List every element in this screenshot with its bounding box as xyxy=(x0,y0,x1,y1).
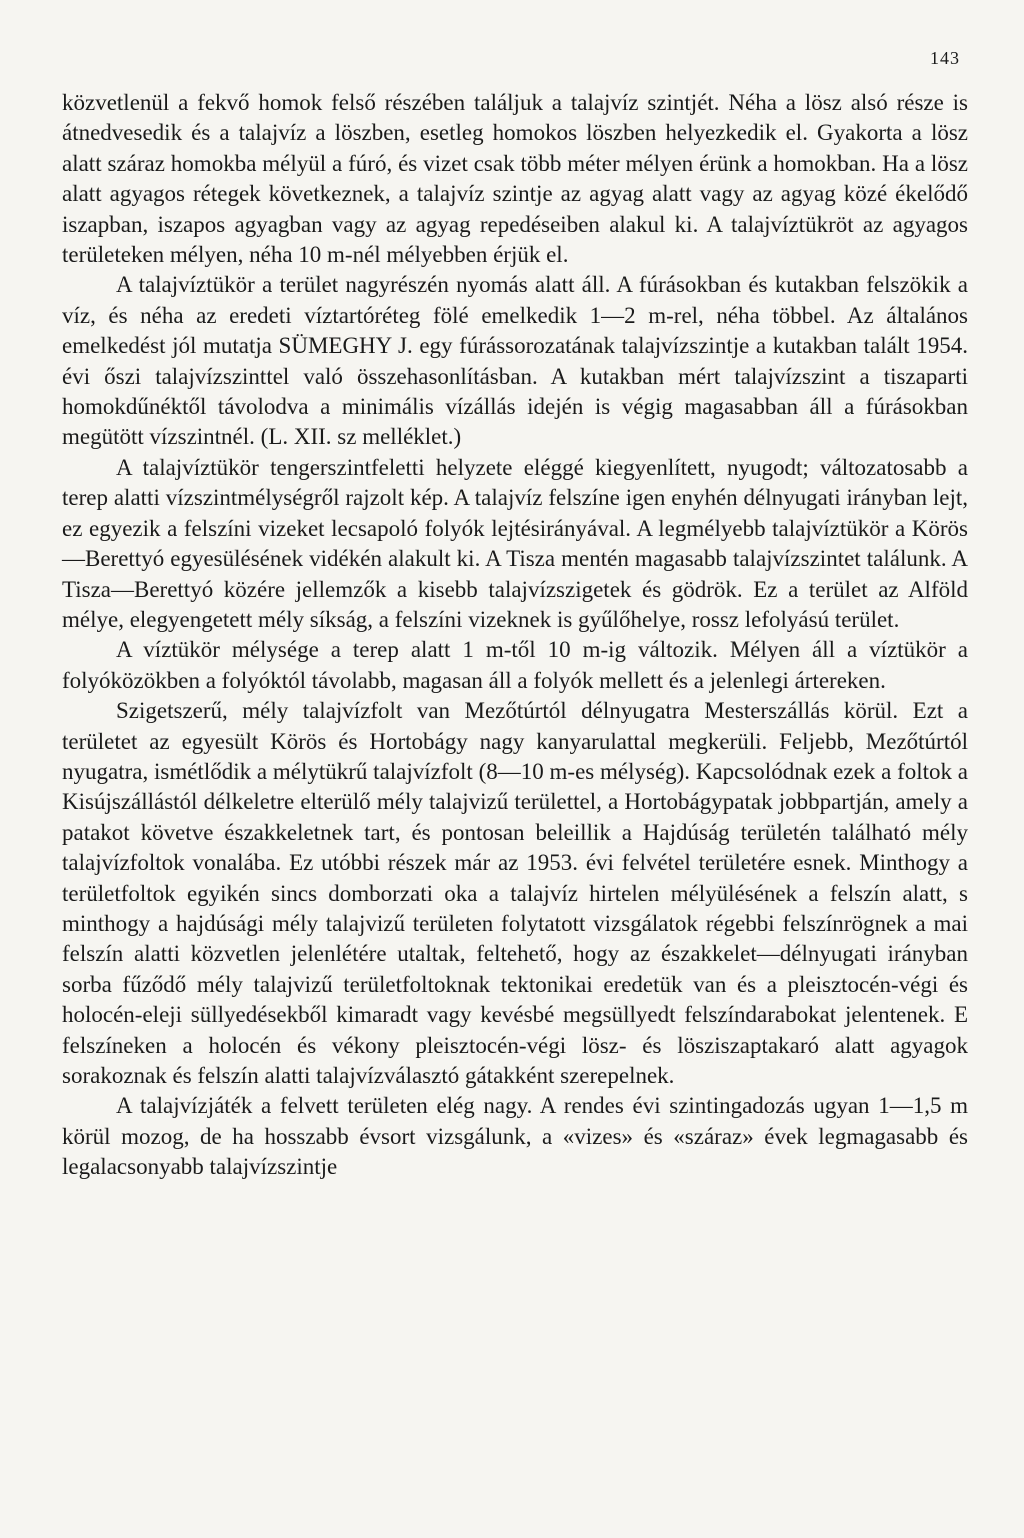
body-text xyxy=(62,88,968,1183)
paragraph-4: A víztükör mélysége a terep alatt 1 m-től 10 m-ig változik. Mélyen áll a víztükör a folyóközökben a folyóktól távolabb, magasan áll a folyók mellett és a jelenlegi ártereken. xyxy=(62,637,968,693)
paragraph-3: A talajvíztükör tengerszintfeletti helyzete eléggé kiegyenlített, nyugodt; változatosabb a terep alatti vízszintmélységről rajzolt kép. A talajvíz felszíne igen enyhén délnyugati irányban lejt, ez egyezik a felszíni vizeket lecsapoló folyók lejtésirányával. A legmélyebb talajvíztükör a Körös—Berettyó egyesülésének vidékén alakult ki. A Tisza mentén magasabb talajvízszintet találunk. A Tisza—Berettyó közére jellemzők a kisebb talajvízszigetek és gödrök. Ez a terület az Alföld mélye, elegyengetett mély síkság, a felszíni vizeknek is gyűlőhelye, rossz lefolyású terület. xyxy=(62,454,968,632)
paragraph-1: közvetlenül a fekvő homok felső részében találjuk a talajvíz szintjét. Néha a lösz alsó része is átnedvesedik és a talajvíz a löszben, esetleg homokos löszben helyezkedik el. Gyakorta a lösz alatt száraz homokba mélyül a fúró, és vizet csak több méter mélyen érünk a homokban. Ha a lösz alatt agyagos rétegek következnek, a talajvíz szintje az agyag alatt vagy az agyag közé ékelődő iszapban, iszapos agyagban vagy az agyag repedéseiben alakul ki. A talajvíztükröt az agyagos területeken mélyen, néha 10 m-nél mélyebben érjük el. xyxy=(62,90,968,268)
paragraph-2: A talajvíztükör a terület nagyrészén nyomás alatt áll. A fúrásokban és kutakban felszökik a víz, és néha az eredeti víztartóréteg fölé emelkedik 1—2 m-rel, néha többel. Az általános emelkedést jól mutatja SÜMEGHY J. egy fúrássorozatának talajvízszintje a kutakban talált 1954. évi őszi talajvízszinttel való összehasonlításban. A kutakban mért talajvízszint a tiszaparti homokdűnéktől távolodva a minimális vízállás idején is végig magasabban áll a fúrásokban megütött vízszintnél. (L. XII. sz melléklet.) xyxy=(62,272,968,450)
paragraph-6: A talajvízjáték a felvett területen elég nagy. A rendes évi szintingadozás ugyan 1—1,5 m körül mozog, de ha hosszabb évsort vizsgálunk, a «vizes» és «száraz» évek legmagasabb és legalacsonyabb talajvízszintje xyxy=(62,1093,968,1180)
paragraph-5: Szigetszerű, mély talajvízfolt van Mezőtúrtól délnyugatra Mesterszállás körül. Ezt a területet az egyesült Körös és Hortobágy nagy kanyarulattal megkerüli. Feljebb, Mezőtúrtól nyugatra, ismétlődik a mélytükrű talajvízfolt (8—10 m-es mélység). Kapcsolódnak ezek a foltok a Kisújszállástól délkeletre elterülő mély talajvizű területtel, a Hortobágypatak jobbpartján, amely a patakot követve északkeletnek tart, és pontosan beleillik a Hajdúság területén található mély talajvízfoltok vonalába. Ez utóbbi részek már az 1953. évi felvétel területére esnek. Minthogy a területfoltok egyikén sincs domborzati oka a talajvíz hirtelen mélyülésének a felszín alatt, s minthogy a hajdúsági mély talajvizű területen folytatott vizsgálatok régebbi felszínrögnek a mai felszín alatti közvetlen jelenlétére utaltak, feltehető, hogy az északkelet—délnyugati irányban sorba fűződő mély talajvizű területfoltoknak tektonikai eredetük van és a pleisztocén-végi és holocén-eleji süllyedésekből kimaradt vagy kevésbé megsüllyedt felszíndarabokat jelentenek. E felszíneken a holocén és vékony pleisztocén-végi lösz- és lösziszaptakaró alatt agyagok sorakoznak és felszín alatti talajvízválasztó gátakként szerepelnek. xyxy=(62,698,968,1088)
page-number: 143 xyxy=(930,48,960,68)
